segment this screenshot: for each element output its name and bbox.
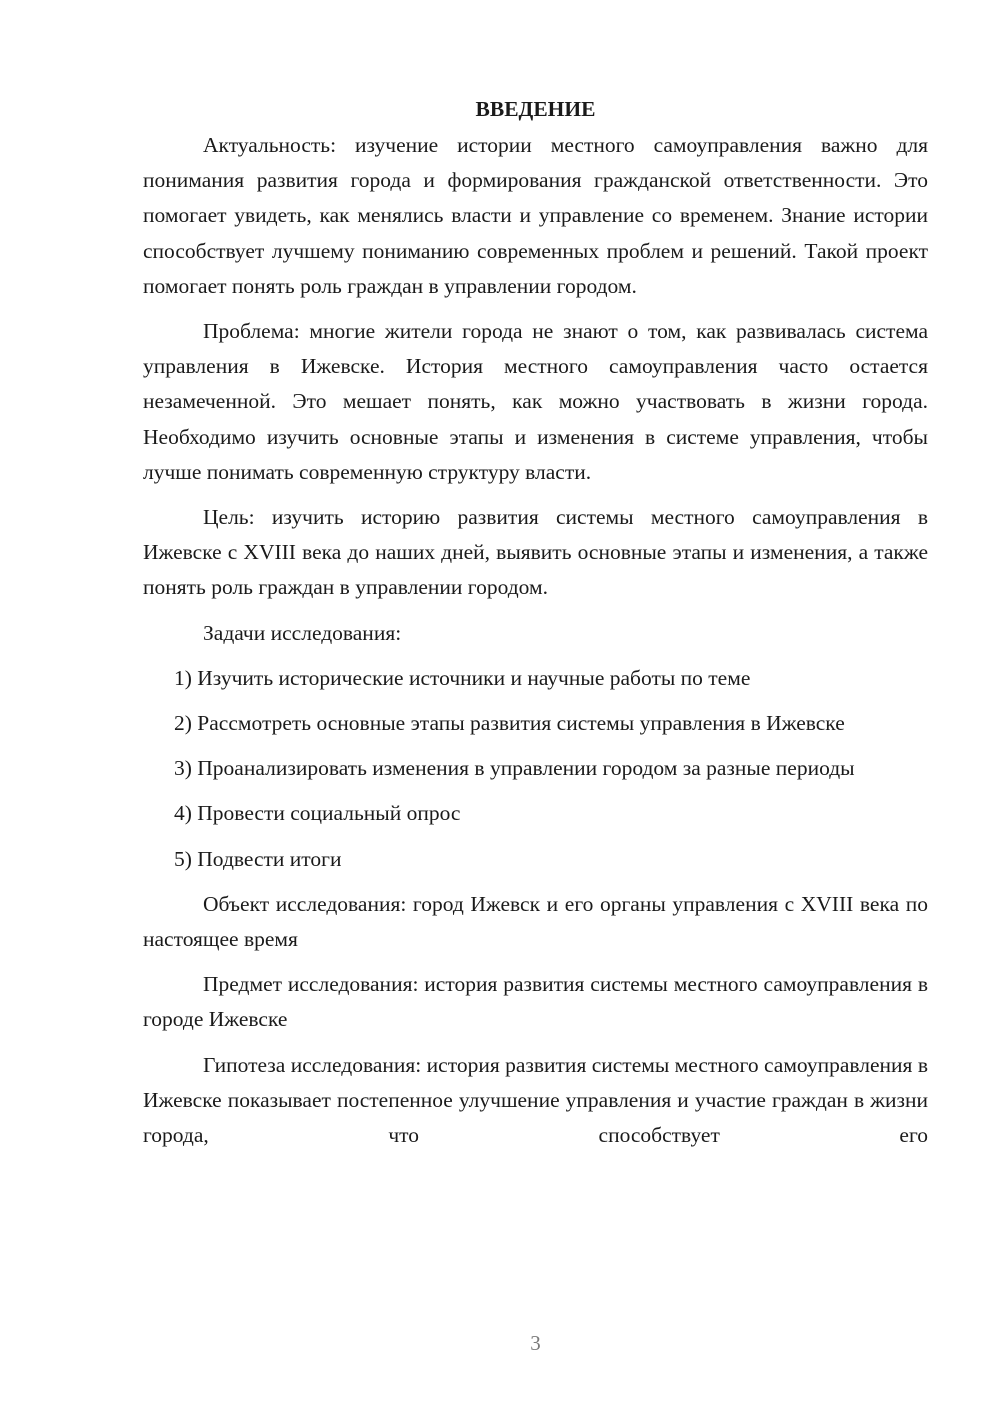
- relevance-paragraph: Актуальность: изучение истории местного самоуправления важно для понимания развития города и формирования гражданской ответственности. Это помогает увидеть, как менялись власти и управление со временем. Знание истории способствует лучшему пониманию современных проблем и решений. Такой проект помогает понять роль граждан в управлении городом.: [143, 133, 928, 298]
- object-paragraph: Объект исследования: город Ижевск и его органы управления с XVIII века по настоящее время: [143, 891, 928, 952]
- task-item-5: 5) Подвести итоги: [174, 846, 342, 871]
- task-item-4: 4) Провести социальный опрос: [174, 801, 461, 826]
- goal-paragraph: Цель: изучить историю развития системы местного самоуправления в Ижевске с XVIII века до наших дней, выявить основные этапы и изменения, а также понять роль граждан в управлении городом.: [143, 505, 928, 600]
- document-body: [143, 92, 928, 1153]
- section-title: ВВЕДЕНИЕ: [475, 97, 596, 121]
- problem-paragraph: Проблема: многие жители города не знают о том, как развивалась система управления в Ижевске. История местного самоуправления часто остается незамеченной. Это мешает понять, как можно участвовать в жизни города. Необходимо изучить основные этапы и изменения в системе управления, чтобы лучше понимать современную структуру власти.: [143, 319, 928, 484]
- tasks-heading: Задачи исследования:: [203, 620, 402, 645]
- task-item-1: 1) Изучить исторические источники и научные работы по теме: [174, 665, 751, 690]
- task-item-3: 3) Проанализировать изменения в управлении городом за разные периоды: [174, 756, 855, 781]
- hypothesis-paragraph: Гипотеза исследования: история развития системы местного самоуправления в Ижевске показывает постепенное улучшение управления и участие граждан в жизни города, что способствует его: [143, 1052, 928, 1148]
- task-item-2: 2) Рассмотреть основные этапы развития системы управления в Ижевске: [174, 711, 845, 736]
- page-number: 3: [530, 1331, 541, 1355]
- subject-paragraph: Предмет исследования: история развития системы местного самоуправления в городе Ижевске: [143, 972, 928, 1032]
